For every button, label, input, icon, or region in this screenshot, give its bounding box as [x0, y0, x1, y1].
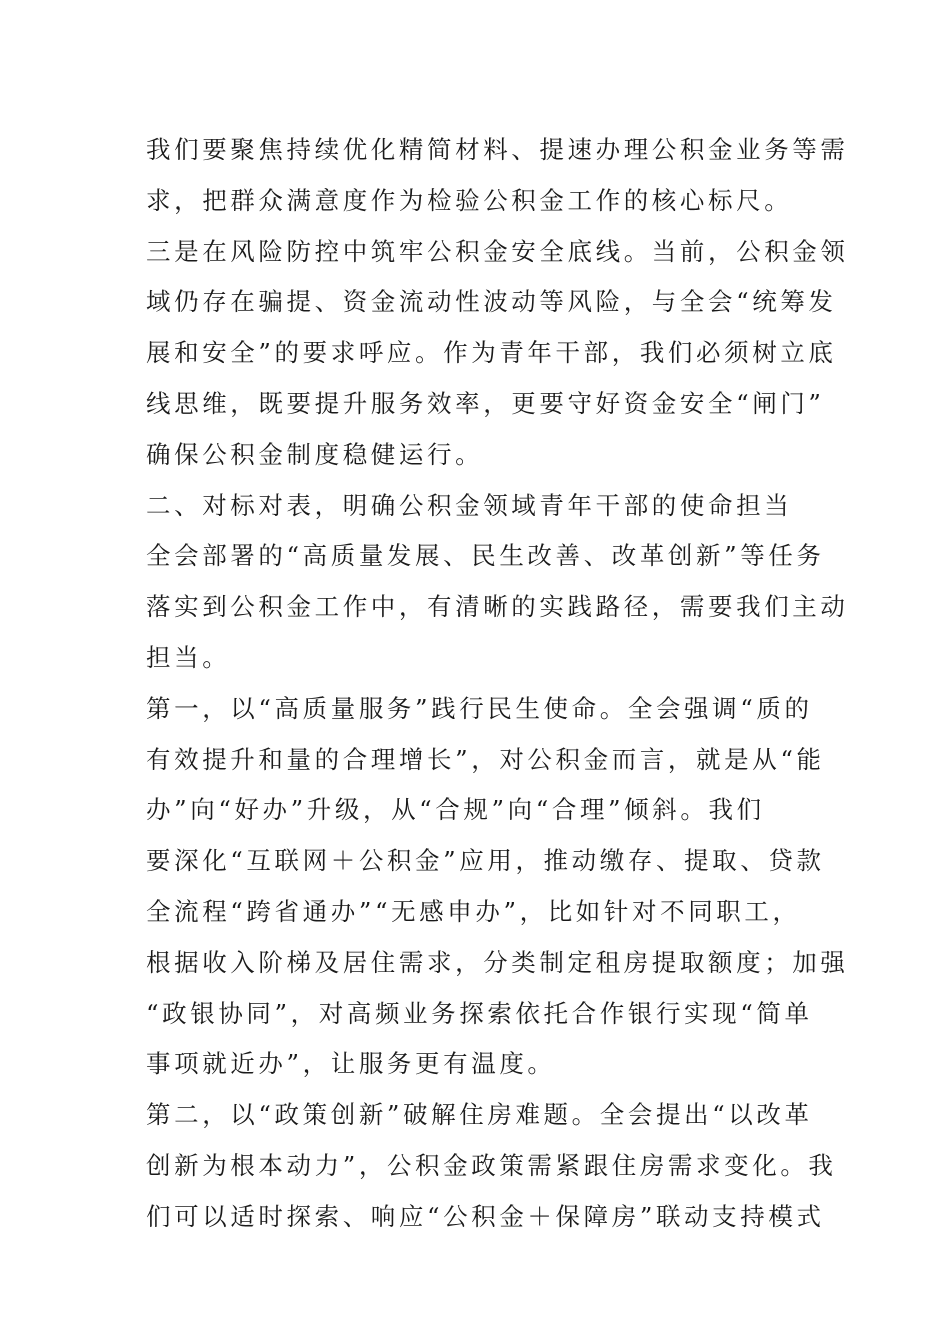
text-line: 创新为根本动力”，公积金政策需紧跟住房需求变化。我	[146, 1150, 837, 1180]
text-line: “政银协同”，对高频业务探索依托合作银行实现“简单	[146, 998, 813, 1028]
text-line: 域仍存在骗提、资金流动性波动等风险，与全会“统筹发	[146, 287, 837, 317]
section-heading: 二、对标对表，明确公积金领域青年干部的使命担当	[146, 490, 793, 520]
text-line: 线思维，既要提升服务效率，更要守好资金安全“闸门”	[146, 388, 825, 418]
text-line: 全流程“跨省通办”“无感申办”，比如针对不同职工，	[146, 896, 801, 926]
body-text	[146, 125, 849, 1243]
text-line: 第一，以“高质量服务”践行民生使命。全会强调“质的	[146, 693, 813, 723]
text-line: 全会部署的“高质量发展、民生改善、改革创新”等任务	[146, 541, 825, 571]
text-line: 办”向“好办”升级，从“合规”向“合理”倾斜。我们	[146, 795, 765, 825]
text-line: 根据收入阶梯及居住需求，分类制定租房提取额度；加强	[146, 947, 849, 977]
text-line: 求，把群众满意度作为检验公积金工作的核心标尺。	[146, 185, 793, 215]
text-line: 要深化“互联网＋公积金”应用，推动缴存、提取、贷款	[146, 846, 825, 876]
text-line: 三是在风险防控中筑牢公积金安全底线。当前，公积金领	[146, 236, 849, 266]
text-line: 确保公积金制度稳健运行。	[146, 439, 484, 469]
text-line: 第二，以“政策创新”破解住房难题。全会提出“以改革	[146, 1100, 813, 1130]
text-line: 我们要聚焦持续优化精简材料、提速办理公积金业务等需	[146, 135, 849, 164]
text-line: 落实到公积金工作中，有清晰的实践路径，需要我们主动	[146, 592, 849, 622]
text-line: 有效提升和量的合理增长”，对公积金而言，就是从“能	[146, 744, 825, 774]
text-line: 展和安全”的要求呼应。作为青年干部，我们必须树立底	[146, 338, 837, 368]
text-line: 们可以适时探索、响应“公积金＋保障房”联动支持模式	[146, 1201, 825, 1231]
text-line: 事项就近办”，让服务更有温度。	[146, 1049, 556, 1079]
text-line: 担当。	[146, 642, 231, 672]
